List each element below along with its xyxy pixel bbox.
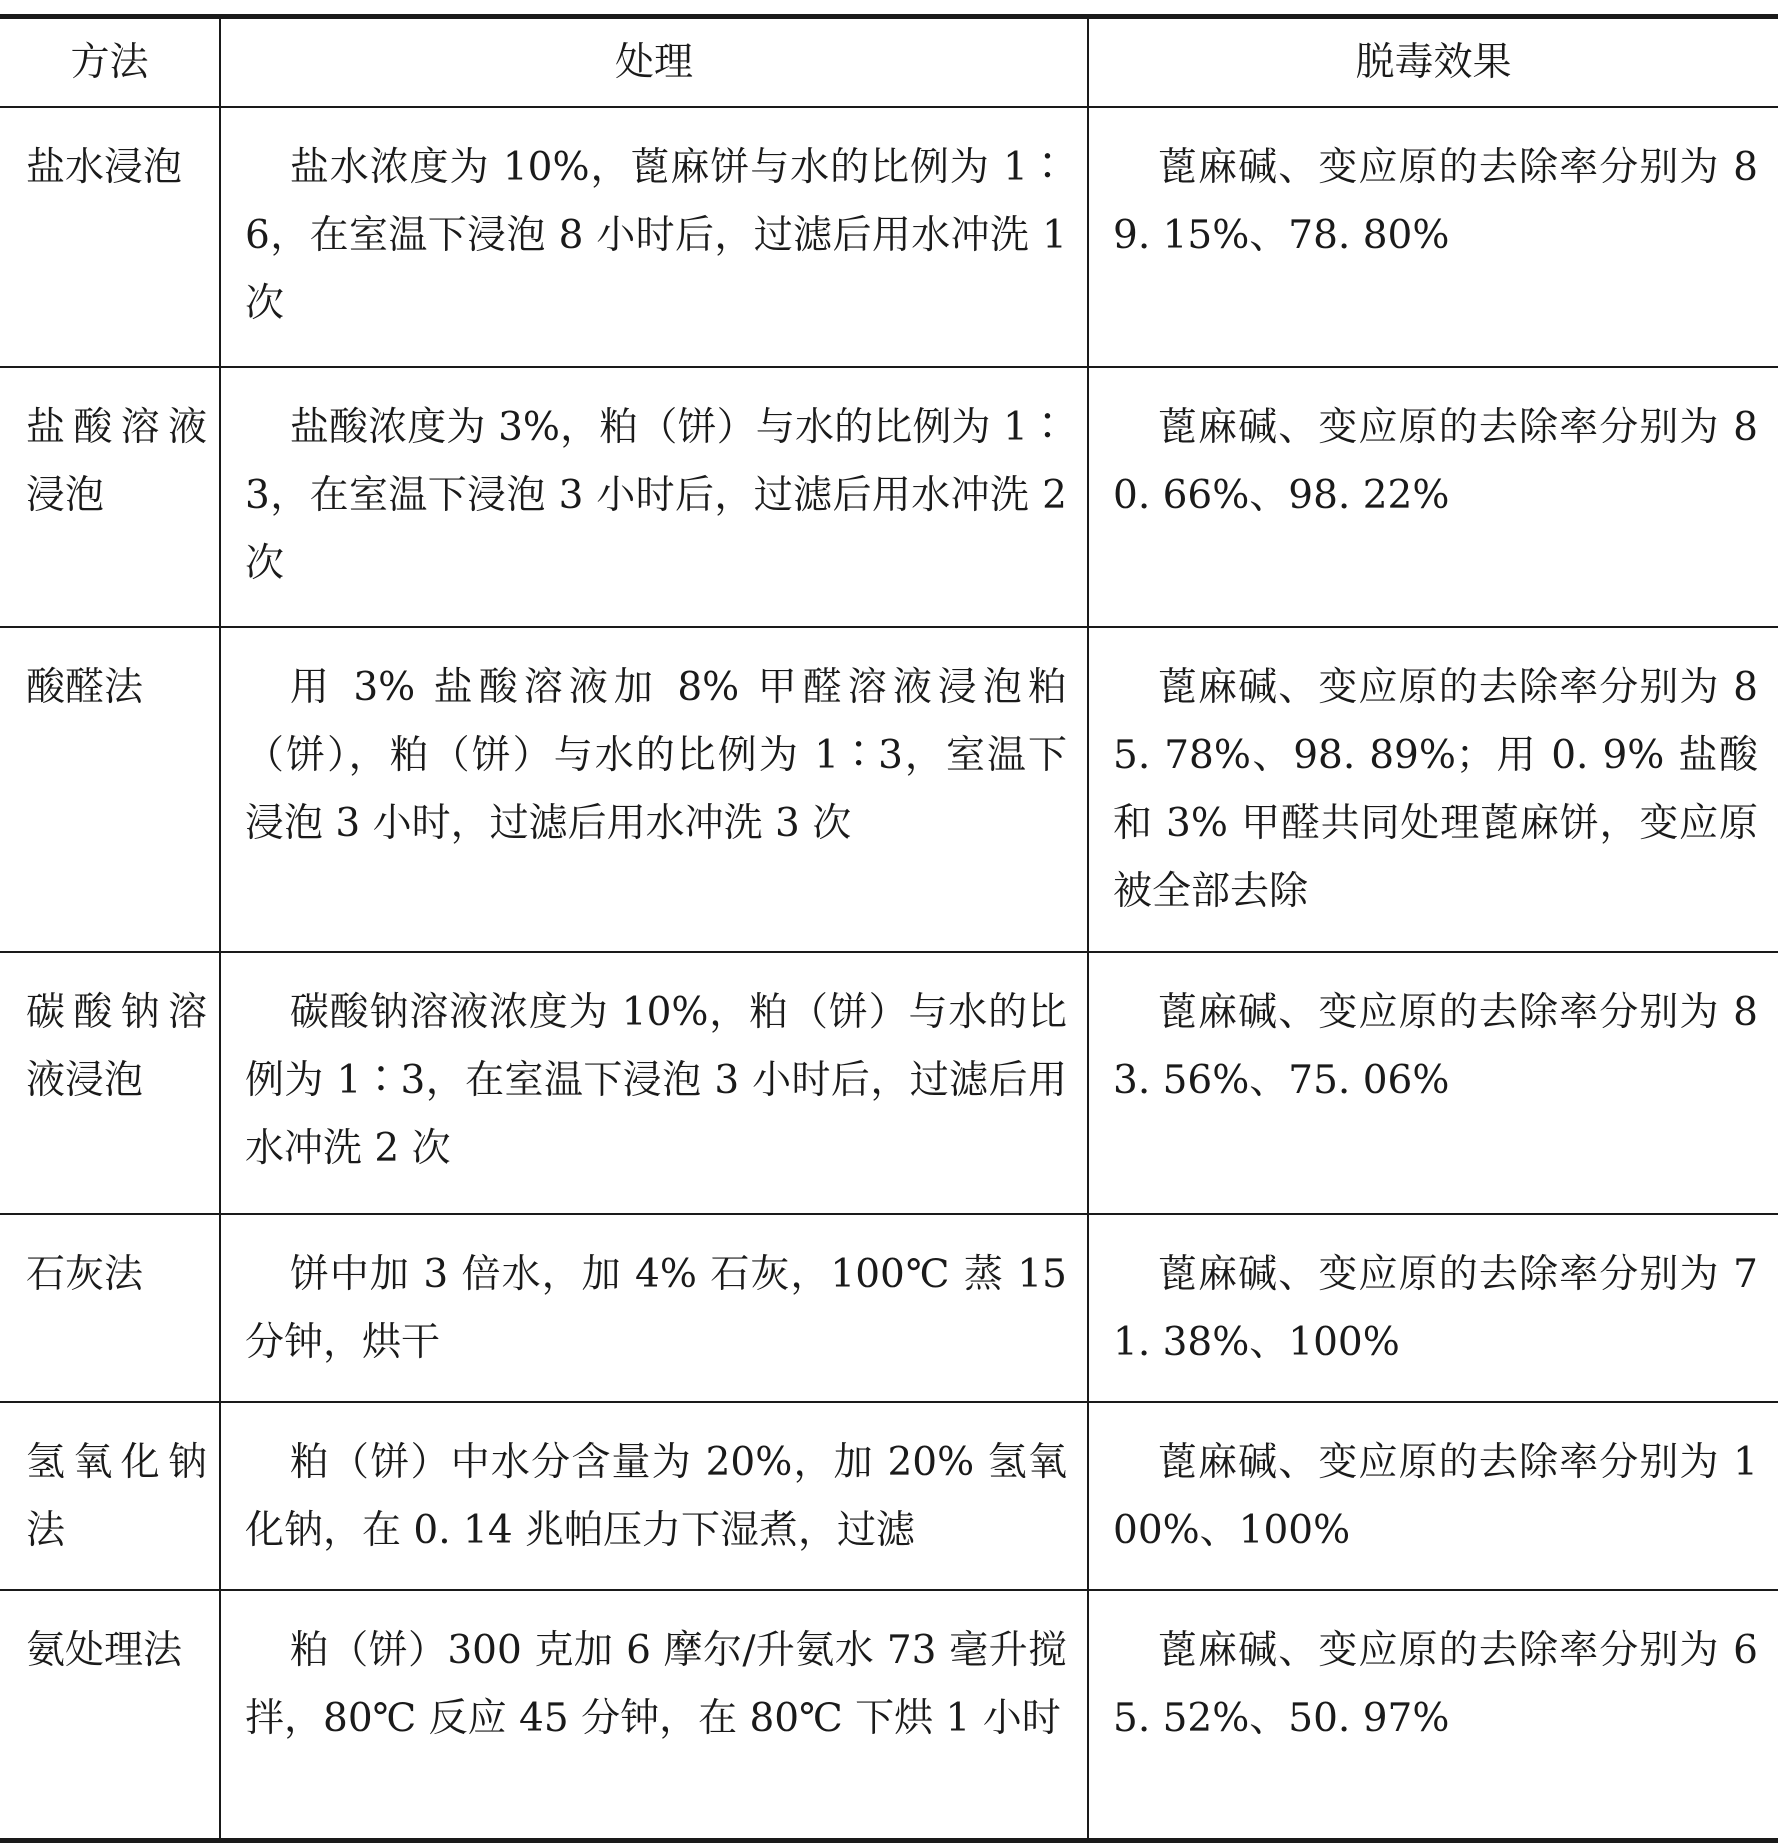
treatment-cell: 盐酸浓度为 3%，粕（饼）与水的比例为 1∶3，在室温下浸泡 3 小时后，过滤后用水冲洗 2 次: [220, 367, 1088, 627]
effect-cell: 蓖麻碱、变应原的去除率分别为 80. 66%、98. 22%: [1088, 367, 1778, 627]
effect-cell: 蓖麻碱、变应原的去除率分别为 89. 15%、78. 80%: [1088, 107, 1778, 367]
header-treatment: 处理: [220, 17, 1088, 108]
table-row: [0, 1590, 1778, 1840]
method-cell: 盐水浸泡: [0, 107, 220, 367]
effect-cell: 蓖麻碱、变应原的去除率分别为 100%、100%: [1088, 1402, 1778, 1590]
treatment-cell: 用 3% 盐酸溶液加 8% 甲醛溶液浸泡粕（饼），粕（饼）与水的比例为 1∶3，室温下浸泡 3 小时，过滤后用水冲洗 3 次: [220, 627, 1088, 952]
treatment-cell: 粕（饼）300 克加 6 摩尔/升氨水 73 毫升搅拌，80℃ 反应 45 分钟，在 80℃ 下烘 1 小时: [220, 1590, 1088, 1840]
table-row: [0, 367, 1778, 627]
effect-cell: 蓖麻碱、变应原的去除率分别为 85. 78%、98. 89%；用 0. 9% 盐酸和 3% 甲醛共同处理蓖麻饼，变应原被全部去除: [1088, 627, 1778, 952]
table-row: [0, 1214, 1778, 1402]
effect-cell: 蓖麻碱、变应原的去除率分别为 71. 38%、100%: [1088, 1214, 1778, 1402]
header-row: [0, 17, 1778, 108]
treatment-cell: 饼中加 3 倍水，加 4% 石灰，100℃ 蒸 15 分钟，烘干: [220, 1214, 1088, 1402]
table-row: [0, 1402, 1778, 1590]
treatment-cell: 盐水浓度为 10%，蓖麻饼与水的比例为 1∶6，在室温下浸泡 8 小时后，过滤后用水冲洗 1 次: [220, 107, 1088, 367]
method-cell: 盐酸溶液浸泡: [0, 367, 220, 627]
method-cell: 氢氧化钠法: [0, 1402, 220, 1590]
method-cell: 酸醛法: [0, 627, 220, 952]
treatment-cell: 粕（饼）中水分含量为 20%，加 20% 氢氧化钠，在 0. 14 兆帕压力下湿煮，过滤: [220, 1402, 1088, 1590]
effect-cell: 蓖麻碱、变应原的去除率分别为 65. 52%、50. 97%: [1088, 1590, 1778, 1840]
header-effect: 脱毒效果: [1088, 17, 1778, 108]
table-row: [0, 107, 1778, 367]
header-method: 方法: [0, 17, 220, 108]
table-row: [0, 627, 1778, 952]
method-cell: 石灰法: [0, 1214, 220, 1402]
method-cell: 氨处理法: [26, 1628, 183, 1673]
method-cell: 碳酸钠溶液浸泡: [0, 952, 220, 1214]
detox-methods-table-container: [0, 14, 1778, 1843]
treatment-cell: 碳酸钠溶液浓度为 10%，粕（饼）与水的比例为 1∶3，在室温下浸泡 3 小时后，过滤后用水冲洗 2 次: [220, 952, 1088, 1214]
effect-cell: 蓖麻碱、变应原的去除率分别为 83. 56%、75. 06%: [1088, 952, 1778, 1214]
detox-methods-table: [0, 14, 1778, 1843]
table-row: [0, 952, 1778, 1214]
